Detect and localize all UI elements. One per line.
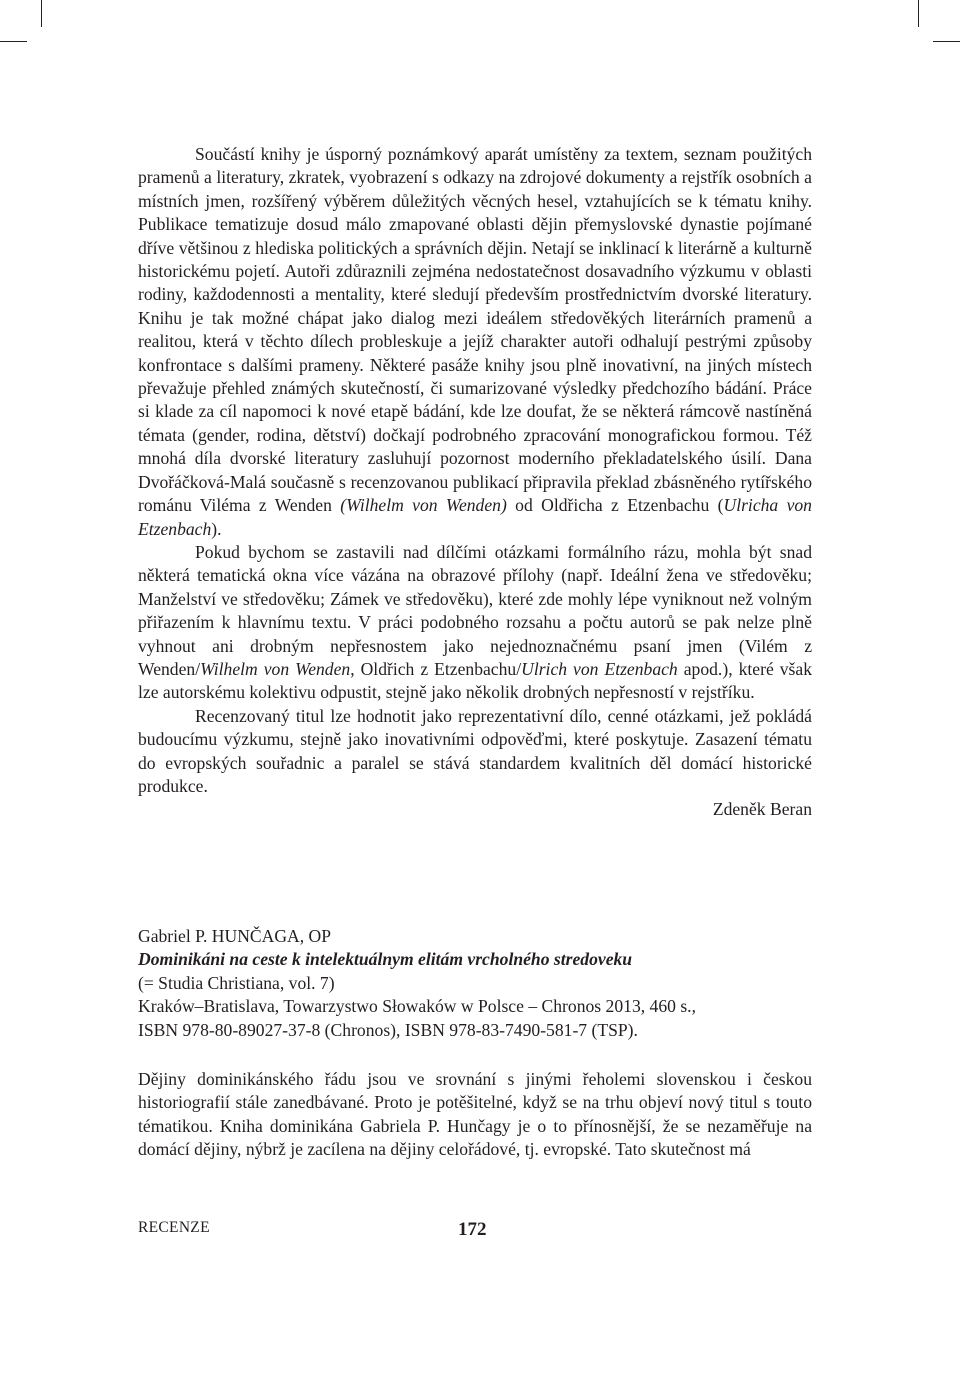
book-series: (= Studia Christiana, vol. 7) xyxy=(138,972,335,993)
crop-mark-top-right-horizontal xyxy=(933,41,960,42)
p1-seg-3: Ulricha von Etzenbach xyxy=(138,495,812,539)
main-text-block xyxy=(138,143,812,822)
review-signature: Zdeněk Beran xyxy=(712,799,812,820)
crop-mark-top-left-vertical xyxy=(41,0,42,27)
p2-seg-2: , Oldřich z Etzenbachu/ xyxy=(350,658,522,679)
bibliographic-entry xyxy=(138,925,812,1042)
footer-section-label: RECENZE xyxy=(138,1219,210,1236)
paragraph-1 xyxy=(138,143,812,541)
book-title: Dominikáni na ceste k intelektuálnym elitám vrcholného stredoveku xyxy=(138,949,633,970)
book-author: Gabriel P. HUNČAGA, OP xyxy=(138,926,332,946)
p2-seg-3: Ulrich von Etzenbach xyxy=(521,658,678,679)
paragraph-3 xyxy=(138,705,812,799)
footer-page-number: 172 xyxy=(458,1219,487,1240)
review-body xyxy=(138,1068,812,1162)
p1-seg-4: ). xyxy=(211,518,222,539)
p1-seg-0: Součástí knihy je úsporný poznámkový aparát umístěny za textem, seznam použitých pramenů a literatury, zkratek, vyobrazení s odkazy na zdrojové dokumenty a rejstřík osobních a místních jmen, rozšířený výběrem důležitých věcných hesel, vztahujících se k tématu knihy. Publikace tematizuje dosud málo zmapované oblasti dějin přemyslovské dynastie pojímané dříve většinou z hlediska politických a správních dějin. Netají se inklinací k literárně a kulturně historickému pojetí. Autoři zdůraznili zejména nedostatečnost dosavadního výzkumu v oblasti rodiny, každodennosti a mentality, které sledují především prostřednictvím dvorské literatury. Knihu je tak možné chápat jako dialog mezi ideálem středověkých literárních pramenů a realitou, která v těchto dílech probleskuje a jejíž charakter autoři odhalují pestrými způsoby konfrontace s dalšími prameny. Některé pasáže knihy jsou plně inovativní, na jiných místech převažuje přehled známých skutečností, či sumarizované výsledky předchozího bádání. Práce si klade za cíl napomoci k nové etapě bádání, kde lze doufat, že se některá rámcově nastíněná témata (gender, rodina, dětství) dočkají podrobného zpracování monografickou formou. Též mnohá díla dvorské literatury zasluhují pozornost moderního překladatelského úsilí. Dana Dvořáčková-Malá současně s recenzovanou publikací připravila překlad zbásněného rytířského románu Viléma z Wenden xyxy=(138,144,812,516)
p2-seg-4: apod.), které však lze autorskému kolektivu odpustit, stejně jako několik drobných nepřesností v rejstříku. xyxy=(138,658,812,703)
book-isbn: ISBN 978-80-89027-37-8 (Chronos), ISBN 978-83-7490-581-7 (TSP). xyxy=(138,1019,638,1040)
p1-seg-2: od Oldřicha z Etzenbachu ( xyxy=(506,495,724,516)
crop-mark-top-left-horizontal xyxy=(0,41,27,42)
p3-seg-0: Recenzovaný titul lze hodnotit jako reprezentativní dílo, cenné otázkami, jež pokládá budoucímu výzkumu, stejně jako inovativními odpověďmi, které poskytuje. Zasazení tématu do evropských souřadnic a paralel se stává standardem kvalitních děl domácí historické produkce. xyxy=(138,705,812,796)
p2-seg-0: Pokud bychom se zastavili nad dílčími otázkami formálního rázu, mohla být snad některá tematická okna více vázána na obrazové přílohy (např. Ideální žena ve středověku; Manželství ve středověku; Zámek ve středověku), které zde mohly lépe vyniknout než volným přiřazením k hlavnímu textu. V práci podobného rozsahu a počtu autorů se pak nelze plně vyhnout ani drobným nepřesnostem jako nejednoznačnému psaní jmen (Vilém z Wenden/ xyxy=(138,541,812,679)
paragraph-2 xyxy=(138,541,812,705)
p1-seg-1: (Wilhelm von Wenden) xyxy=(340,495,507,516)
review-paragraph-1: Dějiny dominikánského řádu jsou ve srovnání s jinými řeholemi slovenskou i českou historiografií stále zanedbávané. Proto je potěšitelné, když se na trhu objeví nový titul s touto tématikou. Kniha dominikána Gabriela P. Hunčagy je o to přínosnější, že se nezaměřuje na domácí dějiny, nýbrž je zacílena na dějiny celořádové, tj. evropské. Tato skutečnost má xyxy=(138,1069,812,1160)
crop-mark-top-right-vertical xyxy=(918,0,919,27)
p2-seg-1: Wilhelm von Wenden xyxy=(200,658,351,679)
book-publisher: Kraków–Bratislava, Towarzystwo Słowaków w Polsce – Chronos 2013, 460 s., xyxy=(138,996,696,1017)
